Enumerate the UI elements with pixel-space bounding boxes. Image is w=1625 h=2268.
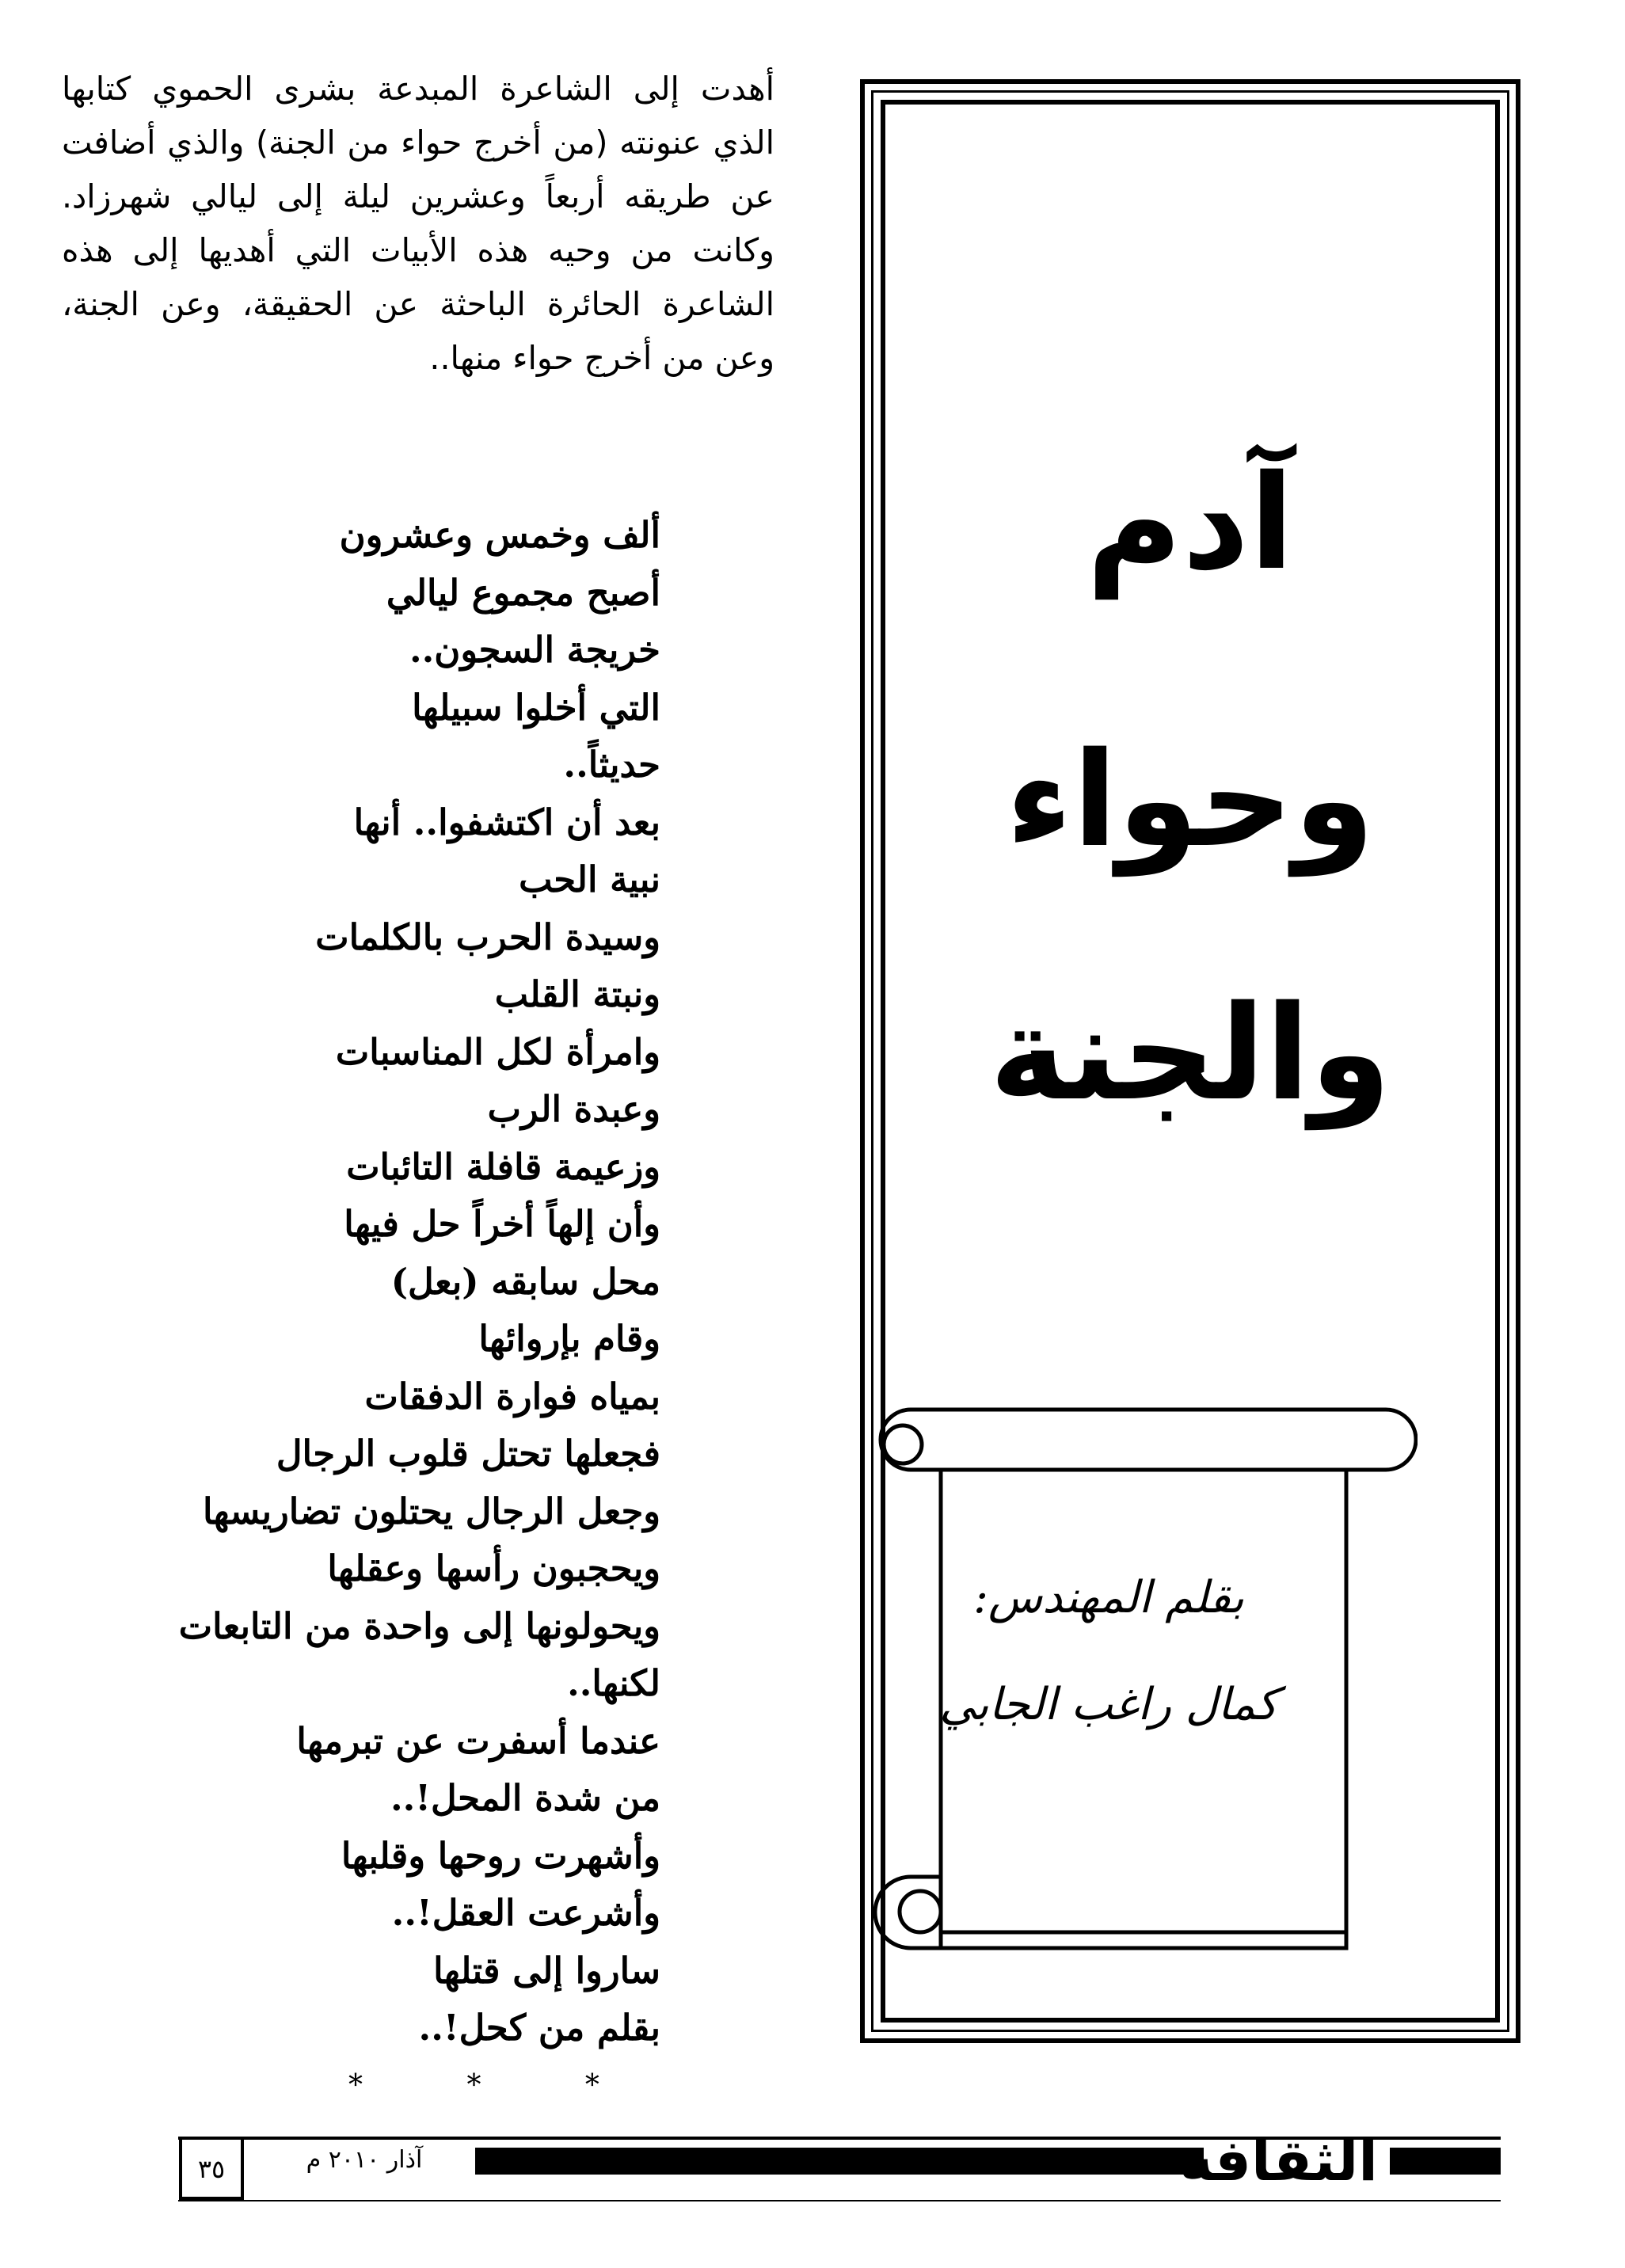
poem-line: وقام بإروائها: [478, 1318, 660, 1360]
poem-line: ويحجبون رأسها وعقلها: [327, 1547, 660, 1589]
poem-line: وامرأة لكل المناسبات: [335, 1030, 660, 1073]
poem-line: من شدة المحل!..: [390, 1777, 660, 1819]
poem-line: وأشهرت روحها وقلبها: [341, 1834, 660, 1877]
title-line-adam: آدم: [1086, 447, 1295, 599]
title-line-hawwa: وحواء: [1006, 724, 1375, 876]
scroll-top-curl: [884, 1425, 922, 1463]
poem-line: التي أخلوا سبيلها: [412, 686, 660, 729]
poem-line: ويحولونها إلى واحدة من التابعات: [178, 1604, 660, 1647]
poem-line: بقلم من كحل!..: [418, 2007, 660, 2049]
poem-line: بمياه فوارة الدفقات: [364, 1375, 660, 1418]
poem-line: وزعيمة قافلة التائبات: [346, 1145, 660, 1188]
poem-line: وأن إلهاً أخراً حل فيها: [344, 1203, 660, 1245]
poem-line: نبية الحب: [519, 858, 660, 900]
scroll-bottom-edge: [941, 1932, 1346, 1948]
footer-bar-right: [1390, 2148, 1501, 2175]
poem-line: وجعل الرجال يحتلون تضاريسها: [202, 1490, 660, 1532]
magazine-name: الثقافة: [1179, 2127, 1378, 2194]
footer-bar-left: [475, 2148, 1204, 2175]
scroll-bottom-roll: [875, 1877, 941, 1948]
poem-line: عندما أسفرت عن تبرمها: [296, 1719, 660, 1762]
page-number: ٣٥: [179, 2137, 244, 2200]
poem-end-stars: * * *: [348, 2068, 647, 2102]
poem-line: محل سابقه (بعل): [390, 1260, 660, 1303]
scroll-top-roll: [911, 1410, 1416, 1470]
poem-line: ونبتة القلب: [494, 973, 660, 1015]
issue-date: آذار ٢٠١٠ م: [306, 2146, 423, 2174]
poem-line: ساروا إلى قتلها: [433, 1949, 660, 1992]
poem-line: فجعلها تحتل قلوب الرجال: [276, 1433, 660, 1475]
poem-line: خريجة السجون..: [409, 629, 660, 671]
footer-bottom-rule: [178, 2200, 1501, 2201]
byline-author: كمال راغب الجابي: [939, 1679, 1278, 1730]
poem-line: أصبح مجموع ليالي: [386, 571, 660, 614]
poem-line: حديثاً..: [563, 744, 660, 786]
intro-paragraph: أهدت إلى الشاعرة المبدعة بشرى الحموي كتابها الذي عنونته (من أخرج حواء من الجنة) والذي أضافت عن طريقه أربعاً وعشرين ليلة إلى ليالي شهرزاد. وكانت من وحيه هذه الأبيات التي أهديها إلى هذه الشاعرة الحائرة الباحثة عن الحقيقة، وعن الجنة، وعن من أخرج حواء منها..: [62, 70, 774, 377]
poem-line: وعبدة الرب: [487, 1088, 660, 1130]
title-line-jannah: والجنة: [989, 977, 1391, 1129]
scroll-bottom-curl: [900, 1891, 941, 1932]
poem: [119, 507, 660, 2114]
poem-line: وسيدة الحرب بالكلمات: [315, 915, 660, 958]
poem-line: وأشرعت العقل!..: [391, 1892, 660, 1934]
poem-line: ألف وخمس وعشرون: [339, 514, 660, 556]
poem-line: بعد أن اكتشفوا.. أنها: [353, 801, 660, 843]
poem-line: لكنها..: [567, 1662, 660, 1704]
byline-label: بقلم المهندس:: [973, 1572, 1244, 1623]
